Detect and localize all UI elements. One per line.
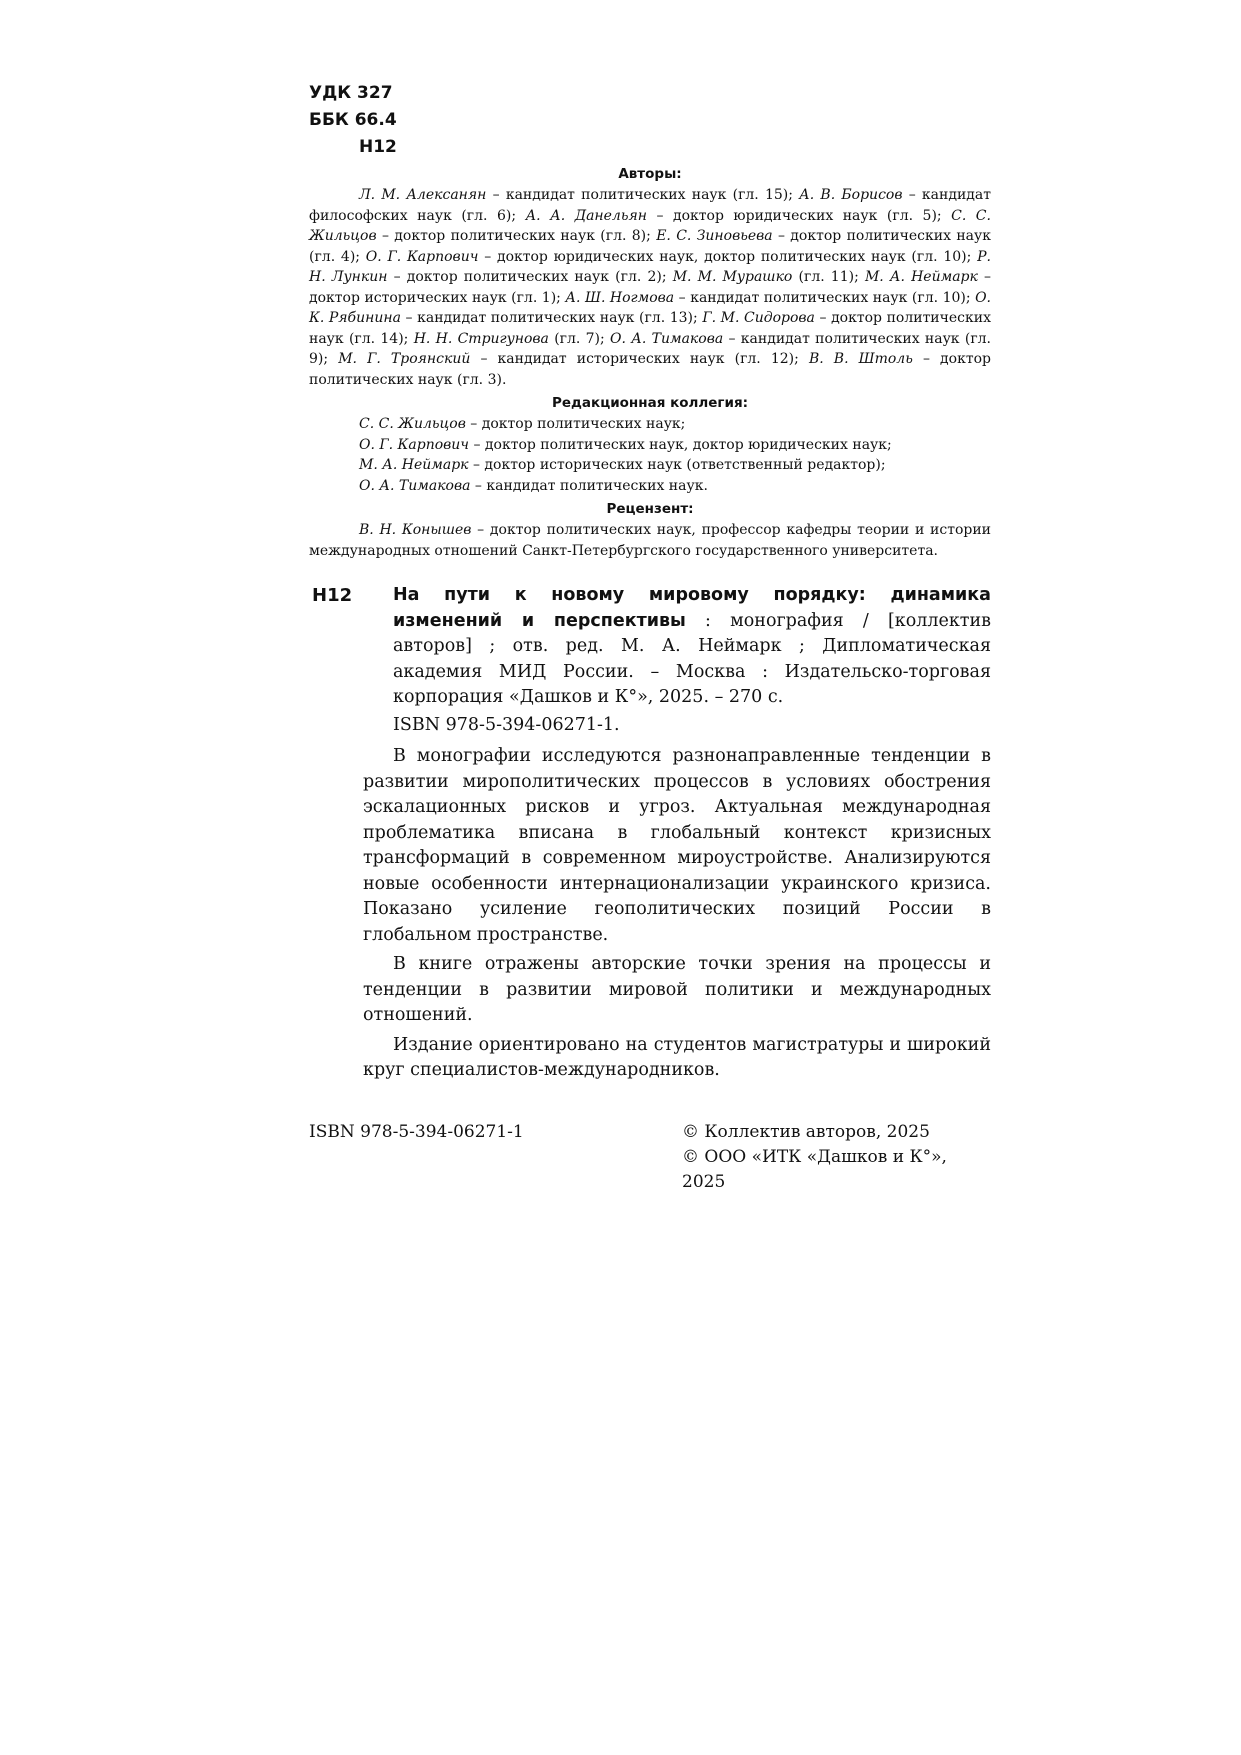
author-name: Л. М. Алексанян [359, 187, 487, 203]
author-desc: (гл. 7); [548, 330, 611, 347]
bibliographic-description [393, 583, 991, 711]
copyright-footer [309, 1120, 991, 1192]
editor-entry [359, 476, 991, 497]
author-name: Е. С. Зиновьева [656, 228, 773, 244]
author-name: О. А. Тимакова [610, 330, 724, 347]
book-title: На пути к новому мировому порядку: динамика изменений и перспективы [393, 585, 991, 631]
book-details: : монография / [коллектив авторов] ; отв. ред. М. А. Неймарк ; Дипломатическая академия МИД России. – Москва : Издательско-торговая корпорация «Дашков и К°», 2025. – 270 с. [393, 610, 991, 707]
authors-list [309, 185, 991, 390]
editor-desc: – кандидат политических наук. [470, 477, 708, 494]
author-name: С. С. Жильцов [309, 207, 991, 244]
book-isbn: ISBN 978-5-394-06271-1. [393, 714, 620, 735]
author-name: М. А. Неймарк [864, 269, 978, 285]
author-desc: – кандидат политических наук (гл. 15); [486, 187, 800, 203]
editor-desc: – доктор политических наук; [465, 416, 686, 432]
author-name: Р. Н. Лункин [309, 248, 991, 285]
author-name: М. Г. Троянский [338, 351, 471, 367]
editorial-board-list [309, 414, 991, 496]
author-desc: – доктор политических наук (гл. 2); [387, 269, 673, 285]
author-desc: – кандидат политических наук (гл. 10); [674, 289, 976, 306]
author-desc: – доктор политических наук (гл. 14); [309, 310, 991, 347]
editor-desc: – доктор политических наук, доктор юридических наук; [469, 436, 892, 453]
author-desc: – доктор политических наук (гл. 4); [309, 228, 991, 265]
udk-code: УДК 327 [309, 83, 393, 103]
editor-name: О. А. Тимакова [359, 477, 471, 494]
author-name: О. Г. Карпович [365, 248, 479, 265]
author-name: А. А. Данельян [525, 207, 647, 224]
imprint-page [309, 80, 992, 1192]
abstract-paragraph: Издание ориентировано на студентов магистратуры и широкий круг специалистов-международников. [363, 1034, 991, 1080]
abstract-block [363, 713, 991, 1084]
author-desc: – доктор юридических наук, доктор политических наук (гл. 10); [478, 248, 978, 265]
bbk-code: ББК 66.4 [309, 110, 397, 130]
editor-name: С. С. Жильцов [359, 416, 466, 432]
author-desc: – доктор политических наук (гл. 8); [376, 228, 657, 244]
author-name: Г. М. Сидорова [702, 310, 815, 326]
abstract-paragraph: В книге отражены авторские точки зрения на процессы и тенденции в развитии мировой политики и международных отношений. [363, 954, 991, 1025]
footer-isbn: ISBN 978-5-394-06271-1 [309, 1121, 524, 1142]
author-name: А. Ш. Ногмова [565, 289, 675, 306]
author-desc: – кандидат политических наук (гл. 13); [400, 310, 703, 326]
abstract-paragraph: В монографии исследуются разнонаправленные тенденции в развитии мирополитических процессов в условиях обострения эскалационных рисков и угроз. Актуальная международная проблематика вписана в глобальный контекст кризисных трансформаций в современном мироустройстве. Анализируются новые особенности интернационализации украинского кризиса. Показано усиление геополитических позиций России в глобальном пространстве. [363, 746, 991, 945]
author-desc: – доктор исторических наук (гл. 1); [309, 269, 992, 306]
editor-name: М. А. Неймарк [359, 457, 469, 473]
author-name: Н. Н. Стригунова [413, 330, 549, 347]
reviewer-name: В. Н. Конышев [359, 522, 472, 538]
copyright-block [682, 1120, 991, 1195]
author-name: А. В. Борисов [799, 187, 903, 203]
copyright-authors: © Коллектив авторов, 2025 [682, 1121, 930, 1142]
reviewer-text [309, 520, 991, 561]
author-desc: – кандидат политических наук (гл. 9); [309, 330, 991, 367]
author-name: О. К. Рябинина [309, 289, 992, 326]
bibliographic-mark: Н12 [312, 585, 353, 606]
author-desc: – кандидат философских наук (гл. 6); [309, 187, 992, 224]
editor-name: О. Г. Карпович [359, 436, 470, 453]
editor-entry [359, 414, 991, 435]
author-name: В. В. Штоль [808, 351, 913, 367]
reviewer-heading: Рецензент: [606, 501, 694, 517]
author-desc: – доктор политических наук (гл. 3). [309, 351, 991, 388]
editor-desc: – доктор исторических наук (ответственный редактор); [468, 457, 886, 473]
bibliographic-body [393, 583, 991, 711]
author-desc: (гл. 11); [792, 269, 865, 285]
author-desc: – доктор юридических наук (гл. 5); [646, 207, 952, 224]
editorial-board-heading: Редакционная коллегия: [551, 395, 749, 411]
authors-heading: Авторы: [618, 166, 682, 182]
bibliographic-record [309, 583, 991, 711]
author-mark: Н12 [359, 137, 397, 157]
editor-entry [359, 455, 991, 476]
author-name: М. М. Мурашко [672, 269, 793, 285]
copyright-publisher: © ООО «ИТК «Дашков и К°», 2025 [682, 1146, 947, 1192]
editor-entry [359, 435, 991, 456]
reviewer-desc: – доктор политических наук, профессор кафедры теории и истории международных отношений Санкт-Петербургского государственного университета. [309, 522, 991, 559]
author-desc: – кандидат исторических наук (гл. 12); [470, 351, 809, 367]
